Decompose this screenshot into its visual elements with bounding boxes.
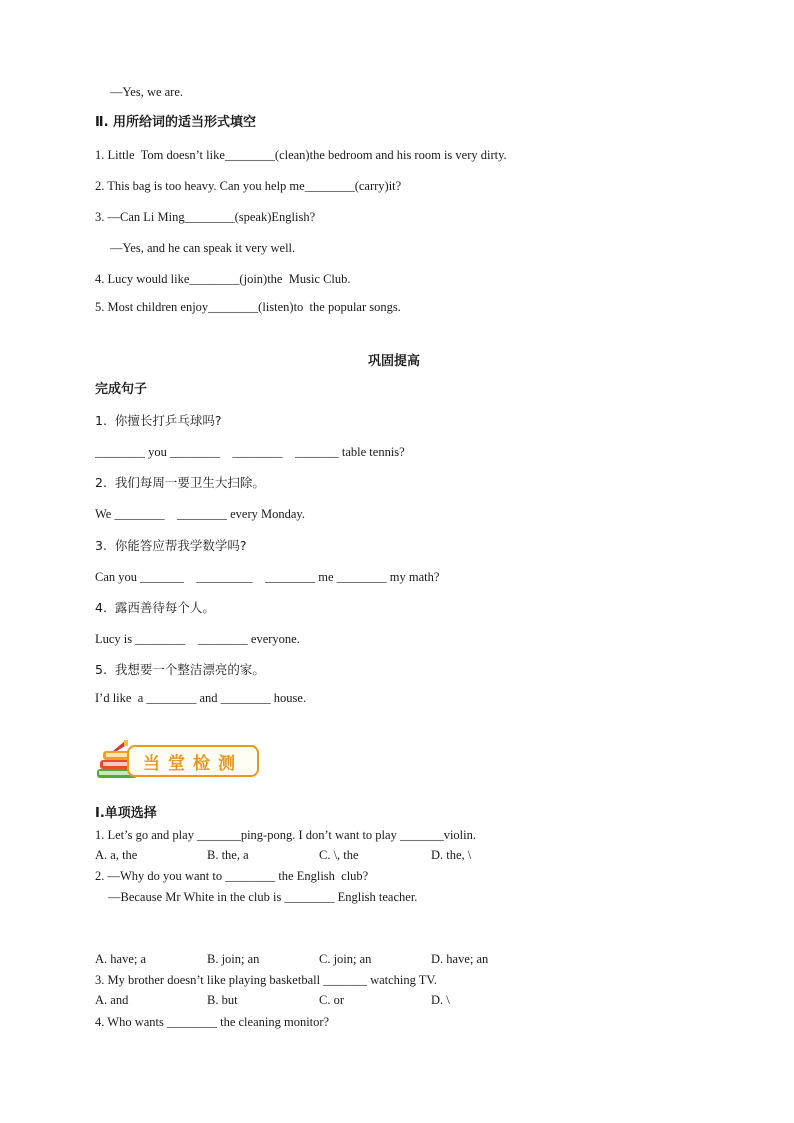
prompt-line: 1. 你擅长打乒乓球吗?: [95, 413, 222, 428]
answer-line: —Because Mr White in the club is ________ English teacher.: [108, 890, 418, 904]
options-row: [95, 993, 543, 1008]
option-b: B. join; an: [207, 952, 260, 966]
section-banner: [95, 739, 260, 783]
option-d: D. the, \: [431, 848, 472, 862]
question-line: 2. —Why do you want to ________ the English club?: [95, 869, 369, 883]
option-b: B. the, a: [207, 848, 249, 862]
section-title: 巩固提高: [368, 354, 421, 369]
blank-line: Lucy is ________ ________ everyone.: [95, 632, 300, 646]
blank-line: ________ you ________ ________ _______ table tennis?: [95, 445, 405, 459]
question-line: 3. My brother doesn’t like playing basketball _______ watching TV.: [95, 973, 437, 987]
option-d: D. \: [431, 993, 450, 1007]
question-line: 1. Little Tom doesn’t like________(clean)the bedroom and his room is very dirty.: [95, 148, 507, 162]
section-heading: 完成句子: [95, 382, 148, 397]
option-a: A. a, the: [95, 848, 138, 862]
prompt-line: 2. 我们每周一要卫生大扫除。: [95, 475, 265, 490]
option-a: A. and: [95, 993, 129, 1007]
option-a: A. have; a: [95, 952, 147, 966]
question-line: 1. Let’s go and play _______ping-pong. I don’t want to play _______violin.: [95, 828, 476, 842]
option-b: B. but: [207, 993, 238, 1007]
option-d: D. have; an: [431, 952, 489, 966]
question-line: 3. —Can Li Ming________(speak)English?: [95, 210, 316, 224]
prompt-line: 3. 你能答应帮我学数学吗?: [95, 538, 247, 553]
option-c: C. or: [319, 993, 344, 1007]
prompt-line: 5. 我想要一个整洁漂亮的家。: [95, 662, 265, 677]
blank-line: Can you _______ _________ ________ me ________ my math?: [95, 570, 440, 584]
blank-line: We ________ ________ every Monday.: [95, 507, 305, 521]
section-heading: Ⅱ. 用所给词的适当形式填空: [95, 115, 257, 130]
text-line: —Yes, we are.: [110, 85, 184, 99]
banner-title: 当堂检测: [143, 753, 243, 774]
blank-line: I’d like a ________ and ________ house.: [95, 691, 307, 705]
question-line: 4. Who wants ________ the cleaning monitor?: [95, 1015, 330, 1029]
options-row: [95, 848, 543, 863]
option-c: C. \, the: [319, 848, 359, 862]
options-row: [95, 952, 543, 967]
answer-line: —Yes, and he can speak it very well.: [110, 241, 296, 255]
section-heading: Ⅰ.单项选择: [95, 806, 157, 821]
question-line: 5. Most children enjoy________(listen)to the popular songs.: [95, 300, 401, 314]
question-line: 4. Lucy would like________(join)the Music Club.: [95, 272, 351, 286]
prompt-line: 4. 露西善待每个人。: [95, 600, 215, 615]
question-line: 2. This bag is too heavy. Can you help me________(carry)it?: [95, 179, 402, 193]
option-c: C. join; an: [319, 952, 372, 966]
